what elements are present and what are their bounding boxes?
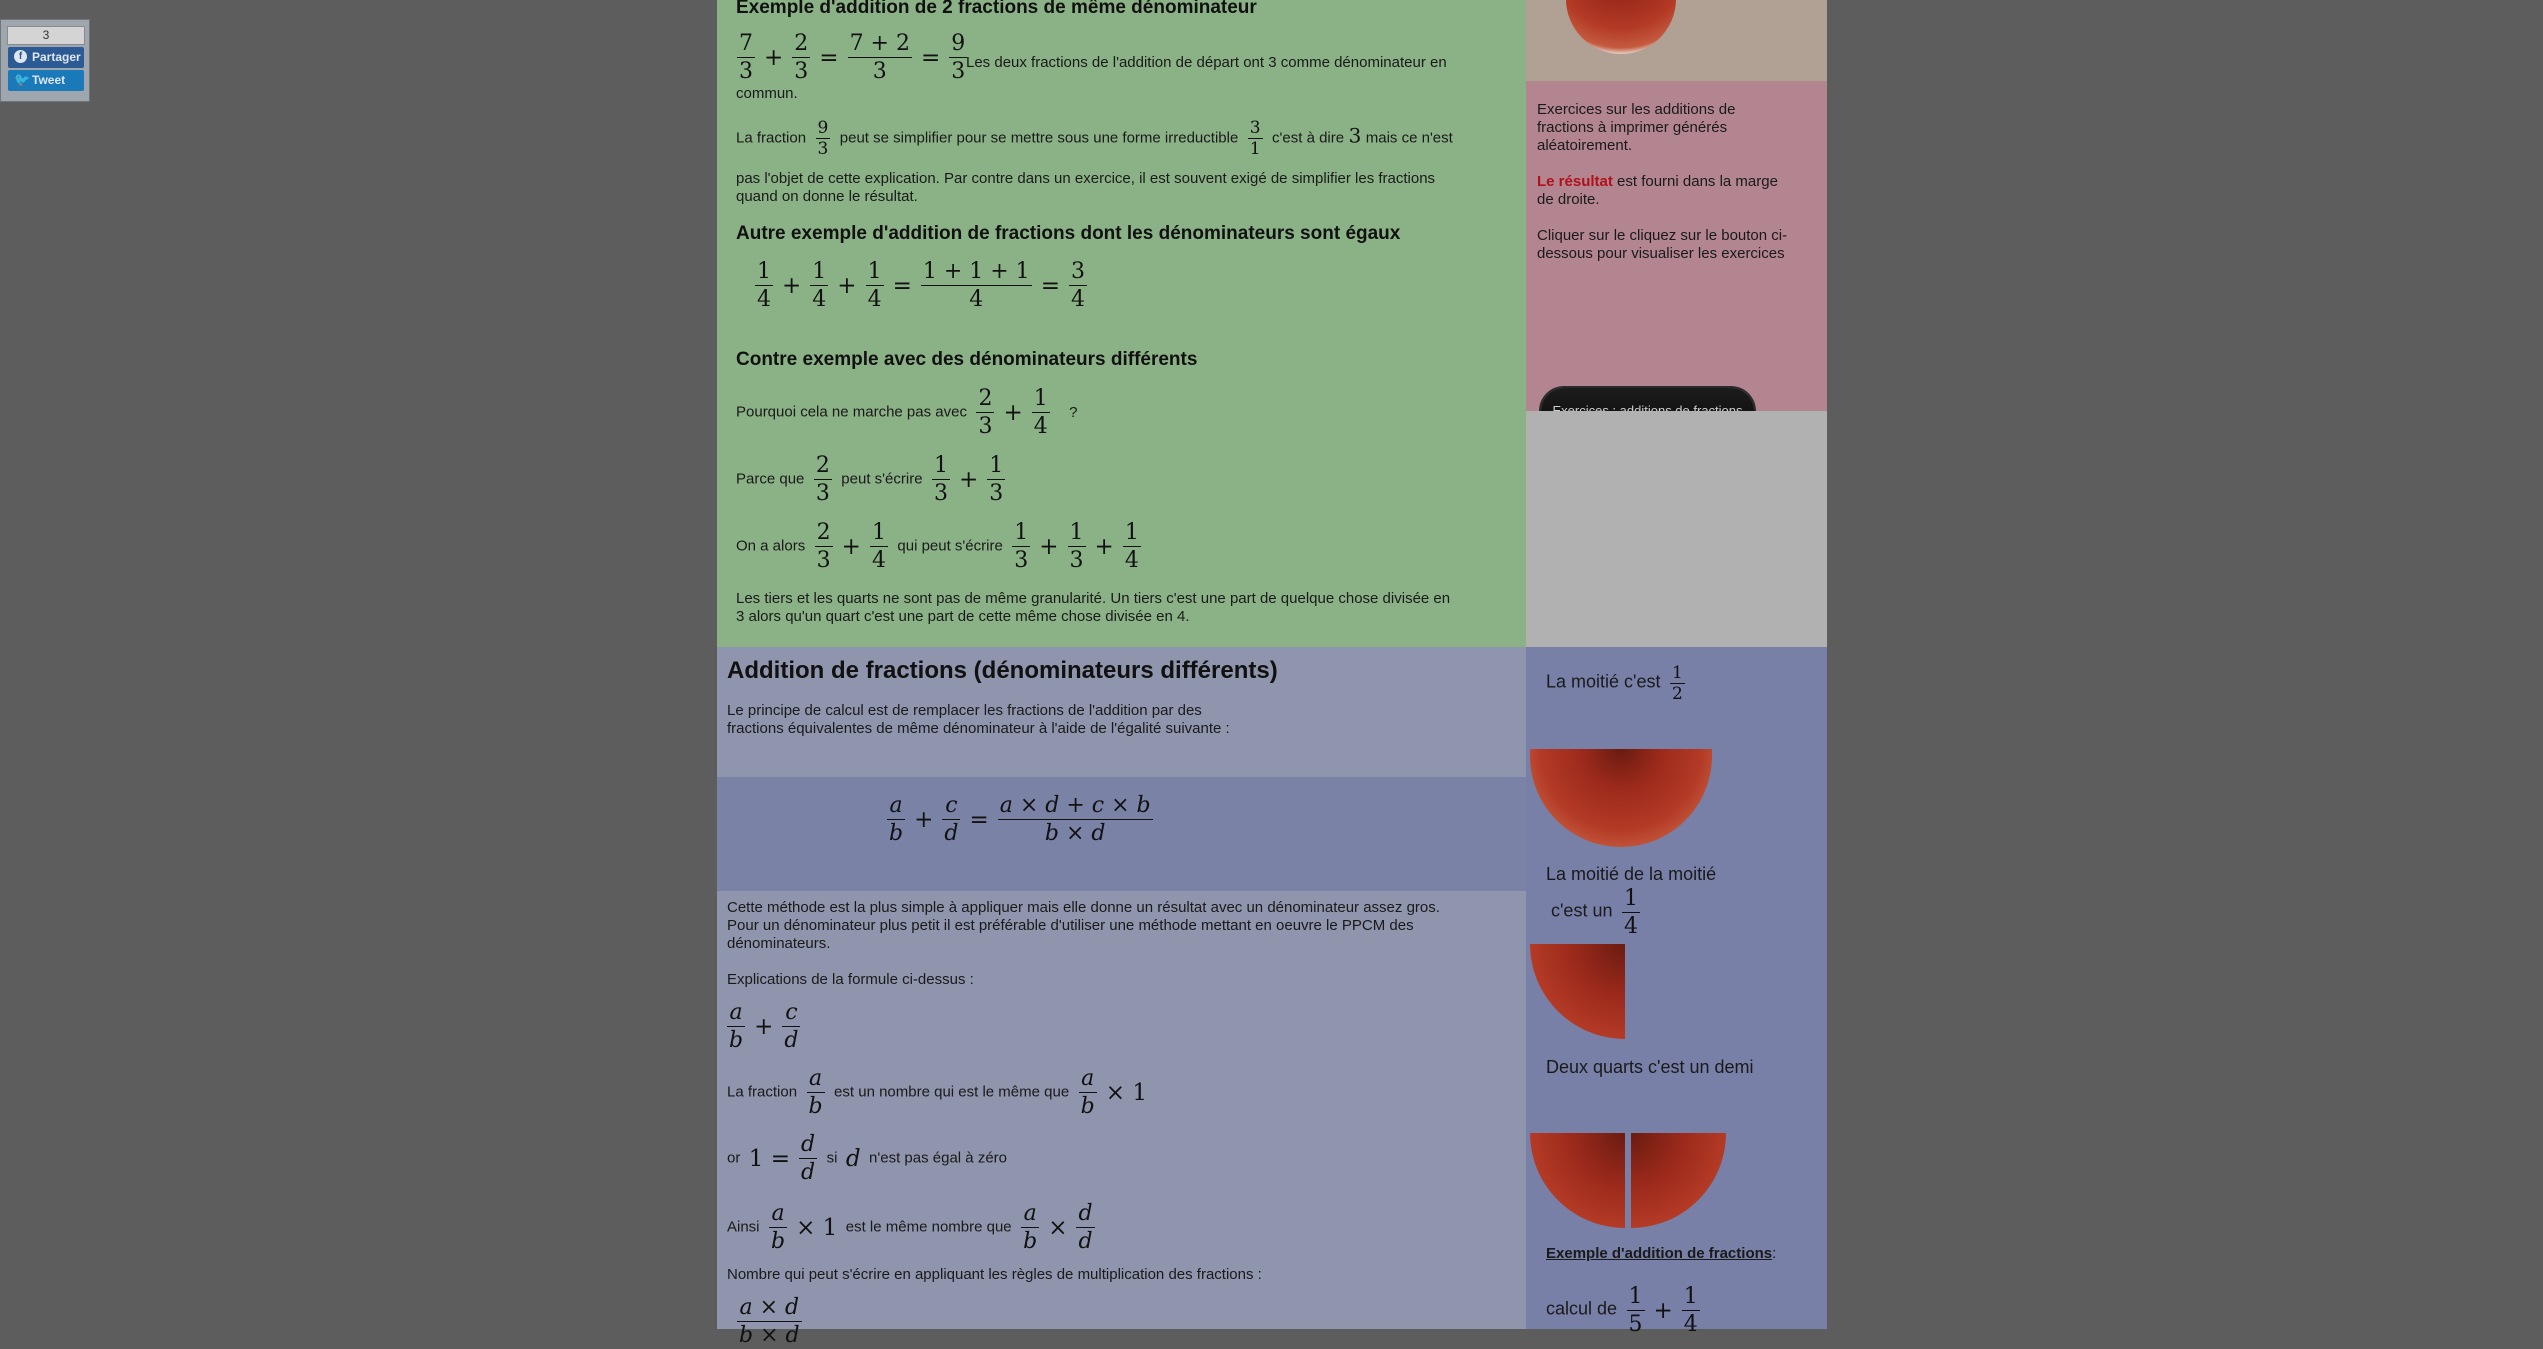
side-ex-text-2: fractions à imprimer générés bbox=[1537, 119, 1728, 136]
quarter-pizza-left-image bbox=[1530, 1133, 1625, 1228]
why-line: Pourquoi cela ne marche pas avec $\frac{2}{3}$ + $\frac{1}{4}$ ? bbox=[736, 386, 1078, 439]
expl-line-fraction: La fraction $\frac{a}{b}$ est un nombre qui est le même que $\frac{a}{b}$ × 1 bbox=[727, 1066, 1147, 1119]
expl-formula-last: $\frac{a \times d}{b \times d}$ bbox=[739, 1295, 800, 1348]
simplify-text-line2: pas l'objet de cette explication. Par contre dans un exercice, il est souvent exigé de simplifier les fractions bbox=[736, 170, 1436, 187]
side-half-line: La moitié c'est $\frac{1}{2}$ bbox=[1546, 663, 1683, 704]
side-ex-text-3: aléatoirement. bbox=[1537, 137, 1633, 154]
half-pizza-image bbox=[1530, 749, 1712, 847]
expl-formula-1: $\frac{a}{b}$ + $\frac{c}{d}$ bbox=[729, 1000, 799, 1053]
then-text-b: qui peut s'écrire bbox=[897, 537, 1003, 555]
facebook-icon: f bbox=[14, 50, 27, 63]
side-result-rest: est fourni dans la marge bbox=[1617, 173, 1778, 190]
side-result-line bbox=[1537, 173, 1778, 191]
why-text: Pourquoi cela ne marche pas avec bbox=[736, 403, 967, 421]
facebook-share-button[interactable] bbox=[8, 47, 84, 68]
expl-or-text-a: or bbox=[727, 1149, 741, 1167]
side-fractions-panel bbox=[1526, 647, 1827, 1337]
tweet-button[interactable] bbox=[8, 70, 84, 91]
heading-same-denominator: Exemple d'addition de 2 fractions de même dénominateur bbox=[736, 0, 1257, 18]
granularity-text-1: Les tiers et les quarts ne sont pas de même granularité. Un tiers c'est une part de quelque chose divisée en bbox=[736, 590, 1451, 607]
heading-different-denominators: Addition de fractions (dénominateurs différents) bbox=[727, 657, 1278, 684]
same-denominator-section bbox=[717, 0, 1526, 647]
expl-or-text-b: si bbox=[826, 1149, 838, 1167]
side-half-text: La moitié c'est bbox=[1546, 671, 1661, 692]
side-ex-text-1: Exercices sur les additions de bbox=[1537, 101, 1736, 118]
because-line: Parce que $\frac{2}{3}$ peut s'écrire $\frac{1}{3}$ + $\frac{1}{3}$ bbox=[736, 453, 1004, 506]
expl-ainsi-text-b: est le même nombre que bbox=[845, 1218, 1012, 1236]
granularity-text-2: 3 alors qu'un quart c'est une part de cette même chose divisée en 4. bbox=[736, 608, 1190, 625]
then-text-a: On a alors bbox=[736, 537, 806, 555]
facebook-share-label: Partager bbox=[32, 50, 81, 64]
pizza-slices-image bbox=[1566, 0, 1676, 54]
side-click-text-2: dessous pour visualiser les exercices bbox=[1537, 245, 1785, 262]
simplify-text-line3: quand on donne le résultat. bbox=[736, 188, 918, 205]
tweet-label: Tweet bbox=[32, 73, 66, 87]
simplify-text-a: La fraction bbox=[736, 129, 807, 147]
side-two-quarters-text: Deux quarts c'est un demi bbox=[1546, 1057, 1754, 1077]
intro-text-1: Le principe de calcul est de remplacer les fractions de l'addition par des bbox=[727, 702, 1202, 719]
expl-line-or: or 1 = $\frac{d}{d}$ si d n'est pas égal à zéro bbox=[727, 1132, 1007, 1185]
example-2-formula: $\frac{1}{4}$ + $\frac{1}{4}$ + $\frac{1}{4}$ = $\frac{1 + 1 + 1}{4}$ = $\frac{3}{4}$ bbox=[757, 259, 1085, 312]
side-grey-panel bbox=[1526, 411, 1827, 647]
side-exercises-panel bbox=[1526, 81, 1827, 411]
twitter-icon: 🐦 bbox=[14, 72, 31, 87]
example-1-text-2: commun. bbox=[736, 85, 798, 102]
quarter-pizza-right-image bbox=[1631, 1133, 1726, 1228]
side-pizza-top bbox=[1526, 0, 1827, 81]
side-click-text-1: Cliquer sur le cliquez sur le bouton ci- bbox=[1537, 227, 1788, 244]
example-1-formula: $\frac{7}{3}$ + $\frac{2}{3}$ = $\frac{7 + 2}{3}$ = $\frac{9}{3}$ bbox=[739, 31, 966, 84]
expl-ainsi-text-a: Ainsi bbox=[727, 1218, 760, 1236]
expl-fraction-text-b: est un nombre qui est le même que bbox=[834, 1083, 1070, 1101]
method-text-1: Cette méthode est la plus simple à appliquer mais elle donne un résultat avec un dénominateur assez gros. bbox=[727, 899, 1440, 916]
simplify-line: La fraction $\frac{9}{3}$ peut se simplifier pour se mettre sous une forme irreductible $\frac{3}{1}$ c'est à dire 3 mais ce n'est bbox=[736, 118, 1453, 159]
side-result-bold: Le résultat bbox=[1537, 173, 1613, 190]
because-text-b: peut s'écrire bbox=[841, 470, 923, 488]
method-text-2: Pour un dénominateur plus petit il est préférable d'utiliser une méthode mettant en oeuvre le PPCM des bbox=[727, 917, 1414, 934]
side-example-link[interactable]: Exemple d'addition de fractions bbox=[1546, 1245, 1773, 1262]
side-half-of-half-text: La moitié de la moitié bbox=[1546, 864, 1717, 884]
method-text-3: dénominateurs. bbox=[727, 935, 831, 952]
intro-text-2: fractions équivalentes de même dénominateur à l'aide de l'égalité suivante : bbox=[727, 720, 1230, 737]
simplify-text-b: peut se simplifier pour se mettre sous une forme irreductible bbox=[839, 129, 1239, 147]
different-denominator-section bbox=[717, 647, 1526, 1348]
side-quarter-text: c'est un bbox=[1551, 900, 1613, 921]
side-result-line2: de droite. bbox=[1537, 191, 1600, 208]
side-example-heading bbox=[1546, 1245, 1776, 1263]
side-quarter-line: c'est un $\frac{1}{4}$ bbox=[1551, 886, 1638, 939]
expl-line-ainsi: Ainsi $\frac{a}{b}$ × 1 est le même nombre que $\frac{a}{b}$ × $\frac{d}{d}$ bbox=[727, 1201, 1093, 1254]
example-1-text: Les deux fractions de l'addition de départ ont 3 comme dénominateur en bbox=[966, 54, 1447, 71]
quarter-pizza-image bbox=[1530, 944, 1625, 1039]
expl-or-text-c: n'est pas égal à zéro bbox=[869, 1149, 1007, 1167]
simplify-text-c: c'est à dire bbox=[1272, 129, 1345, 147]
expl-nombre-text: Nombre qui peut s'écrire en appliquant les règles de multiplication des fractions : bbox=[727, 1266, 1262, 1283]
why-question-mark: ? bbox=[1069, 403, 1078, 421]
because-text-a: Parce que bbox=[736, 470, 805, 488]
main-formula: $\frac{a}{b}$ + $\frac{c}{d}$ = $\frac{a \times d + c \times b}{b \times d}$ bbox=[889, 793, 1151, 846]
heading-other-example: Autre exemple d'addition de fractions dont les dénominateurs sont égaux bbox=[736, 223, 1401, 244]
explanations-text: Explications de la formule ci-dessus : bbox=[727, 971, 974, 988]
simplify-text-d: mais ce n'est bbox=[1365, 129, 1453, 147]
expl-fraction-text-a: La fraction bbox=[727, 1083, 798, 1101]
side-example-colon: : bbox=[1772, 1245, 1777, 1262]
side-calcul-text: calcul de bbox=[1546, 1298, 1618, 1319]
then-line: On a alors $\frac{2}{3}$ + $\frac{1}{4}$ qui peut s'écrire $\frac{1}{3}$ + $\frac{1}{3}$ + $\frac{1}{4}$ bbox=[736, 520, 1139, 573]
side-calcul-line: calcul de $\frac{1}{5}$ + $\frac{1}{4}$ bbox=[1546, 1284, 1698, 1337]
share-count: 3 bbox=[7, 26, 85, 45]
heading-counter-example: Contre exemple avec des dénominateurs différents bbox=[736, 349, 1198, 370]
share-widget bbox=[0, 19, 90, 102]
main-formula-band bbox=[717, 777, 1526, 891]
